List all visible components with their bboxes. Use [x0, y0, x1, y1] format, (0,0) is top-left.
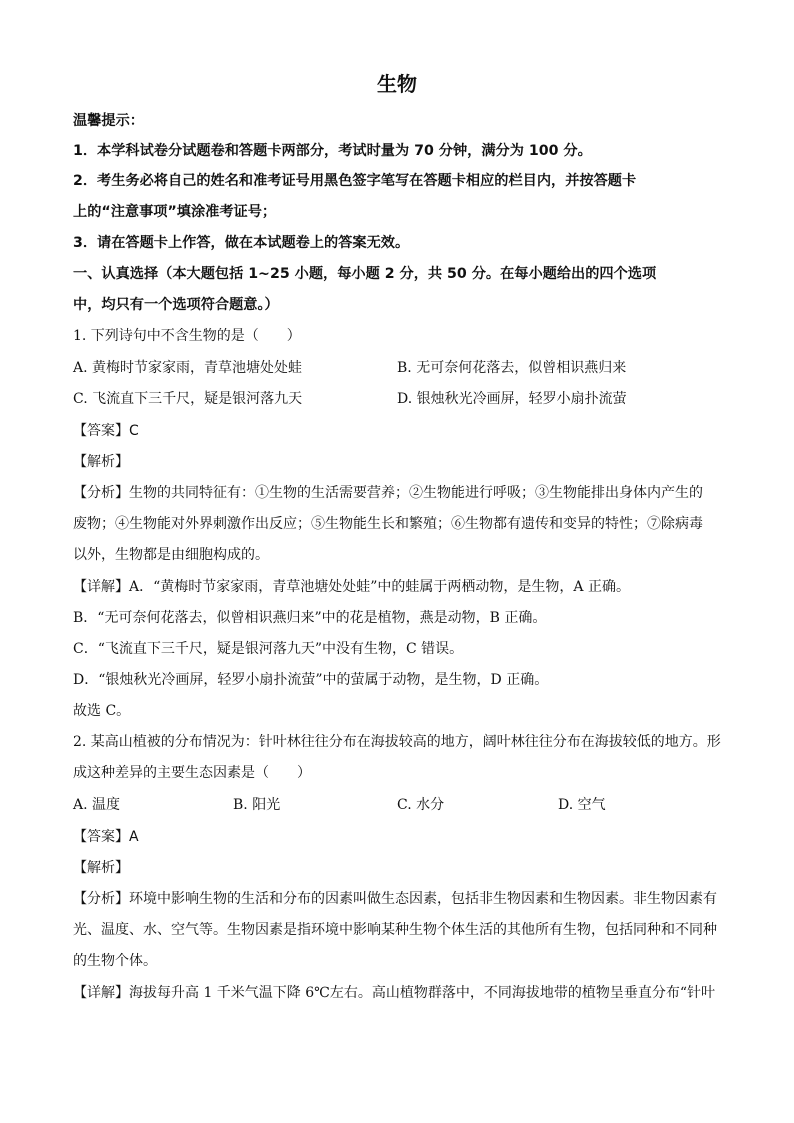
q2-option-a: A. 温度 — [73, 797, 121, 813]
q1-conclusion: 故选 C。 — [73, 703, 131, 719]
q1-answer: 【答案】C — [73, 423, 139, 439]
q1-analysis-label: 【解析】 — [73, 454, 129, 470]
q2-stem-line-2: 成这种差异的主要生态因素是（ ） — [73, 765, 311, 781]
q2-detail-line-1: 【详解】海拔每升高 1 千米气温下降 6℃左右。高山植物群落中，不同海拔地带的植物呈垂直分布“针叶 — [73, 985, 715, 1001]
q2-option-d: D. 空气 — [558, 797, 606, 813]
q1-detail-line-2: B．“无可奈何花落去，似曾相识燕归来”中的花是植物，燕是动物，B 正确。 — [73, 610, 547, 626]
q2-stem-line-1: 2. 某高山植被的分布情况为：针叶林往往分布在海拔较高的地方，阔叶林往往分布在海拔较低的地方。形 — [73, 734, 721, 750]
page-title: 生物 — [377, 72, 417, 96]
q1-analysis-line-2: 废物；④生物能对外界刺激作出反应；⑤生物能生长和繁殖；⑥生物都有遗传和变异的特性；⑦除病毒 — [73, 516, 703, 532]
q1-option-a: A. 黄梅时节家家雨，青草池塘处处蛙 — [73, 360, 303, 376]
section-heading-line-1: 一、认真选择（本大题包括 1~25 小题，每小题 2 分，共 50 分。在每小题给出的四个选项 — [73, 266, 657, 282]
q1-detail-line-4: D．“银烛秋光冷画屏，轻罗小扇扑流萤”中的萤属于动物，是生物，D 正确。 — [73, 672, 549, 688]
q1-option-c: C. 飞流直下三千尺，疑是银河落九天 — [73, 391, 303, 407]
q1-detail-line-1: 【详解】A．“黄梅时节家家雨，青草池塘处处蛙”中的蛙属于两栖动物，是生物，A 正确。 — [73, 579, 630, 595]
tips-heading: 温馨提示： — [73, 113, 144, 129]
q1-stem: 1. 下列诗句中不含生物的是（ ） — [73, 328, 301, 344]
tip-item-3: 3．请在答题卡上作答，做在本试题卷上的答案无效。 — [73, 235, 410, 251]
q1-option-b: B. 无可奈何花落去，似曾相识燕归来 — [397, 360, 627, 376]
q2-answer: 【答案】A — [73, 829, 139, 845]
section-heading-line-2: 中，均只有一个选项符合题意。） — [73, 297, 279, 313]
tip-item-1: 1．本学科试卷分试题卷和答题卡两部分，考试时量为 70 分钟，满分为 100 分。 — [73, 143, 592, 159]
q2-analysis-line-2: 光、温度、水、空气等。生物因素是指环境中影响某种生物个体生活的其他所有生物，包括同种和不同种 — [73, 922, 717, 938]
q2-analysis-line-1: 【分析】环境中影响生物的生活和分布的因素叫做生态因素，包括非生物因素和生物因素。非生物因素有 — [73, 891, 717, 907]
q1-detail-line-3: C．“飞流直下三千尺，疑是银河落九天”中没有生物，C 错误。 — [73, 641, 464, 657]
q1-analysis-line-1: 【分析】生物的共同特征有：①生物的生活需要营养；②生物能进行呼吸；③生物能排出身体内产生的 — [73, 485, 703, 501]
tip-item-2-cont: 上的“注意事项”填涂准考证号； — [73, 204, 277, 220]
q2-option-b: B. 阳光 — [233, 797, 281, 813]
q2-analysis-label: 【解析】 — [73, 860, 129, 876]
q2-option-c: C. 水分 — [397, 797, 445, 813]
q2-analysis-line-3: 的生物个体。 — [73, 953, 157, 969]
q1-analysis-line-3: 以外，生物都是由细胞构成的。 — [73, 547, 269, 563]
tip-item-2: 2．考生务必将自己的姓名和准考证号用黑色签字笔写在答题卡相应的栏目内，并按答题卡 — [73, 173, 637, 189]
q1-option-d: D. 银烛秋光冷画屏，轻罗小扇扑流萤 — [397, 391, 627, 407]
